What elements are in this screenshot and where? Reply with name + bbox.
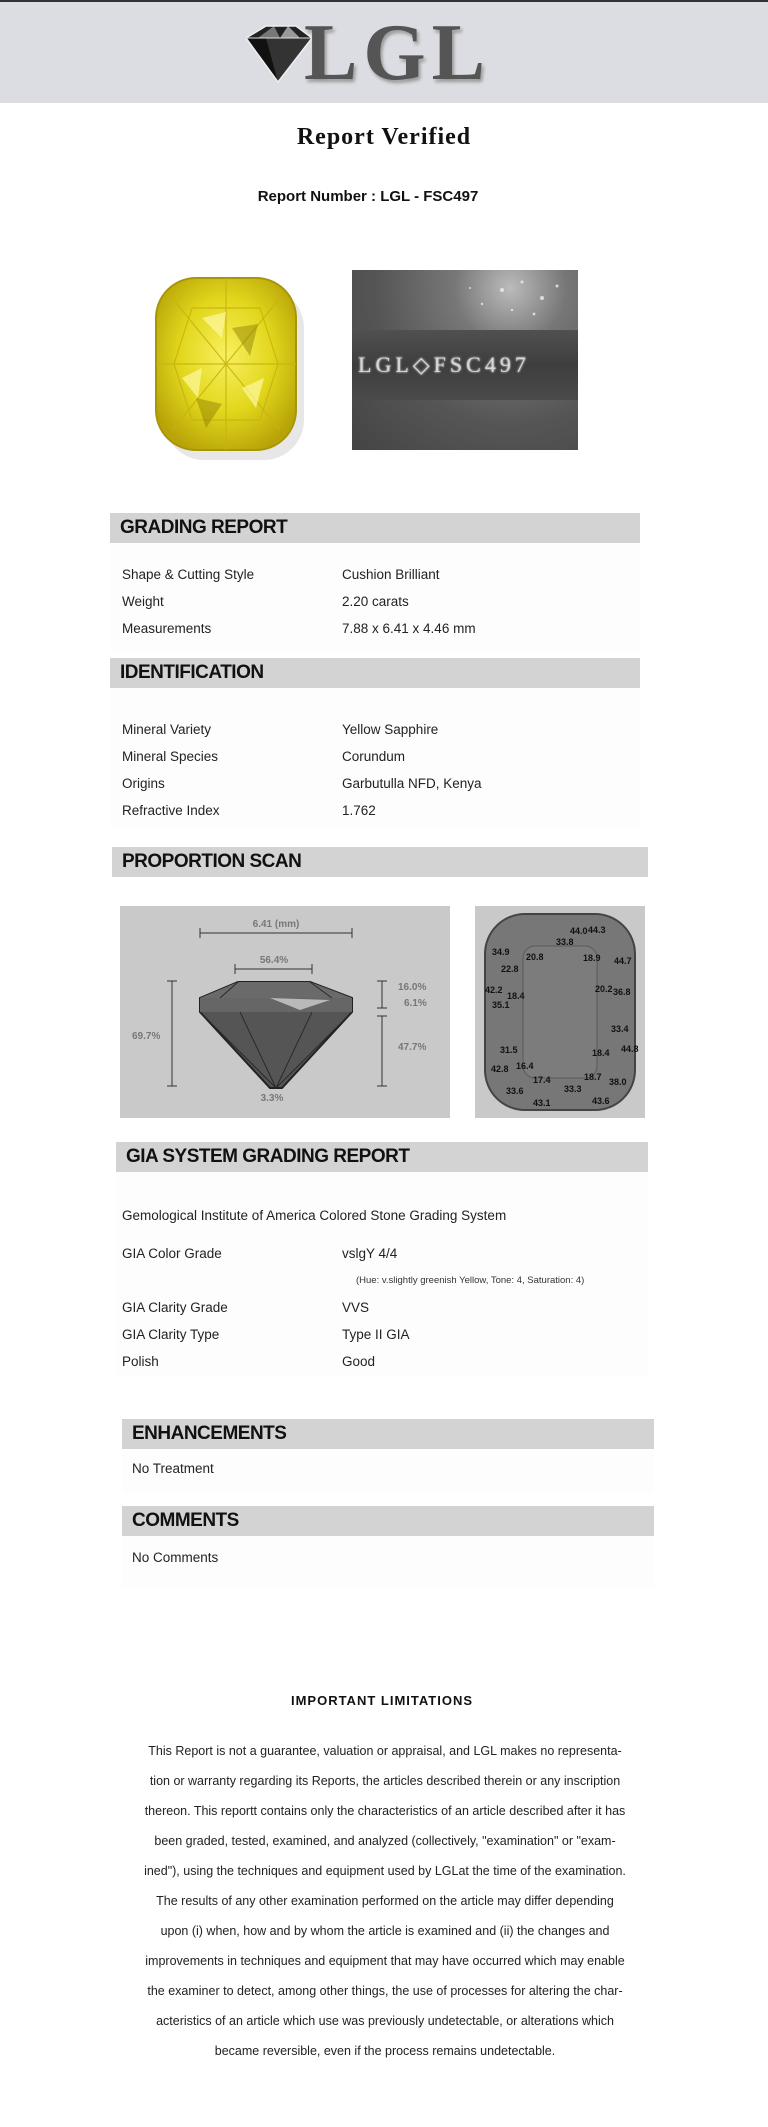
facet-angle-label: 18.4 (592, 1048, 610, 1058)
origins-label: Origins (122, 776, 165, 791)
gia-heading: GIA SYSTEM GRADING REPORT (116, 1142, 648, 1172)
gia-clarity-grade-label: GIA Clarity Grade (122, 1300, 228, 1315)
measurements-value: 7.88 x 6.41 x 4.46 mm (342, 621, 476, 636)
mineral-species-label: Mineral Species (122, 749, 219, 764)
limitations-line: tion or warranty regarding its Reports, the articles described therein or any inscription (149, 1774, 621, 1788)
facet-angle-label: 36.8 (613, 987, 631, 997)
width-label: 6.41 (mm) (252, 919, 300, 930)
gia-color-label: GIA Color Grade (122, 1246, 222, 1261)
report-number: Report Number : LGL - FSC497 (257, 188, 479, 205)
grading-report-panel (110, 543, 640, 651)
site-header (0, 2, 768, 103)
page-title: Report Verified (296, 124, 472, 150)
weight-value: 2.20 carats (342, 594, 409, 609)
origins-value: Garbutulla NFD, Kenya (342, 776, 482, 791)
culet-percent-label: 3.3% (260, 1093, 284, 1104)
gia-panel (116, 1172, 648, 1376)
facet-angle-label: 20.8 (526, 952, 544, 962)
limitations-line: been graded, tested, examined, and analyzed (collectively, "examination" or "exam- (154, 1834, 616, 1848)
gia-color-note: (Hue: v.slightly greenish Yellow, Tone: 4, Saturation: 4) (356, 1275, 585, 1286)
shape-label: Shape & Cutting Style (122, 567, 255, 582)
polish-label: Polish (122, 1354, 159, 1369)
mineral-variety-value: Yellow Sapphire (342, 722, 439, 737)
weight-label: Weight (122, 594, 164, 609)
gia-clarity-grade-value: VVS (342, 1300, 370, 1315)
top-view-diagram (475, 906, 645, 1118)
gia-color-value: vslgY 4/4 (342, 1246, 398, 1261)
facet-angle-label: 35.1 (492, 1000, 510, 1010)
comments-text: No Comments (132, 1550, 219, 1565)
limitations-body (120, 1736, 650, 2066)
gia-clarity-type-label: GIA Clarity Type (122, 1327, 220, 1342)
gem-photo (132, 268, 324, 464)
gia-intro-text: Gemological Institute of America Colored Stone Grading System (122, 1208, 507, 1223)
facet-angle-label: 38.0 (609, 1077, 627, 1087)
gia-clarity-type-value: Type II GIA (342, 1327, 410, 1342)
facet-angle-label: 18.7 (584, 1072, 602, 1082)
side-profile-diagram (120, 906, 450, 1118)
facet-angle-label: 43.1 (533, 1098, 551, 1108)
measurements-label: Measurements (122, 621, 212, 636)
girdle-inscription: LGL◇FSC497 (358, 352, 530, 377)
identification-heading: IDENTIFICATION (110, 658, 640, 688)
limitations-line: This Report is not a guarantee, valuation or appraisal, and LGL makes no representa- (148, 1744, 622, 1758)
shape-value: Cushion Brilliant (342, 567, 440, 582)
facet-angle-label: 44.0 (570, 926, 588, 936)
table-percent-label: 56.4% (259, 955, 289, 966)
limitations-line: acteristics of an article which use was previously undetectable, or alterations which (156, 2014, 614, 2028)
facet-angle-label: 43.6 (592, 1096, 610, 1106)
crown-percent-label: 16.0% (398, 982, 427, 993)
limitations-line: the examiner to detect, among other things, the use of processes for altering the char- (147, 1984, 623, 1998)
limitations-line: The results of any other examination performed on the article may differ depending (156, 1894, 614, 1908)
facet-angle-label: 44.3 (588, 925, 606, 935)
refractive-index-value: 1.762 (342, 803, 376, 818)
enhancements-heading: ENHANCEMENTS (122, 1419, 654, 1449)
facet-angle-label: 34.9 (492, 947, 510, 957)
facet-angle-label: 33.4 (611, 1024, 629, 1034)
facet-angle-label: 33.8 (556, 937, 574, 947)
enhancements-panel (122, 1449, 654, 1493)
limitations-line: improvements in techniques and equipment that may have occurred which may enable (145, 1954, 625, 1968)
comments-panel (122, 1536, 654, 1588)
facet-angle-label: 16.4 (516, 1061, 534, 1071)
facet-angle-label: 17.4 (533, 1075, 551, 1085)
limitations-line: became reversible, even if the process remains undetectable. (214, 2044, 556, 2058)
depth-percent-label: 69.7% (132, 1031, 161, 1042)
facet-angle-label: 42.8 (491, 1064, 509, 1074)
proportion-scan-heading: PROPORTION SCAN (112, 847, 648, 877)
facet-angle-label: 42.2 (485, 985, 503, 995)
girdle-percent-label: 6.1% (404, 998, 427, 1009)
facet-angle-label: 31.5 (500, 1045, 518, 1055)
lgl-logo[interactable] (232, 9, 492, 97)
limitations-line: thereon. This reportt contains only the characteristics of an article described after it has (144, 1804, 626, 1818)
pavilion-percent-label: 47.7% (398, 1042, 427, 1053)
comments-heading: COMMENTS (122, 1506, 654, 1536)
limitations-heading: IMPORTANT LIMITATIONS (290, 1693, 474, 1708)
sparkle-decoration (352, 270, 578, 330)
enhancements-text: No Treatment (132, 1461, 214, 1476)
mineral-species-value: Corundum (342, 749, 406, 764)
facet-angle-label: 33.3 (564, 1084, 582, 1094)
grading-report-heading: GRADING REPORT (110, 513, 640, 543)
logo-text: LGL (304, 9, 491, 97)
limitations-line: ined"), using the techniques and equipment used by LGLat the time of the examination. (144, 1864, 626, 1878)
limitations-line: upon (i) when, how and by whom the article is examined and (ii) the changes and (160, 1924, 610, 1938)
facet-angle-label: 44.7 (614, 956, 632, 966)
polish-value: Good (342, 1354, 376, 1369)
facet-angle-label: 22.8 (501, 964, 519, 974)
facet-angle-label: 20.2 (595, 984, 613, 994)
refractive-index-label: Refractive Index (122, 803, 220, 818)
facet-angle-label: 18.9 (583, 953, 601, 963)
facet-angle-label: 44.8 (621, 1044, 639, 1054)
mineral-variety-label: Mineral Variety (122, 722, 212, 737)
facet-angle-label: 33.6 (506, 1086, 524, 1096)
inscription-photo (352, 270, 578, 450)
facet-angle-label: 18.4 (507, 991, 525, 1001)
identification-panel (110, 688, 640, 828)
